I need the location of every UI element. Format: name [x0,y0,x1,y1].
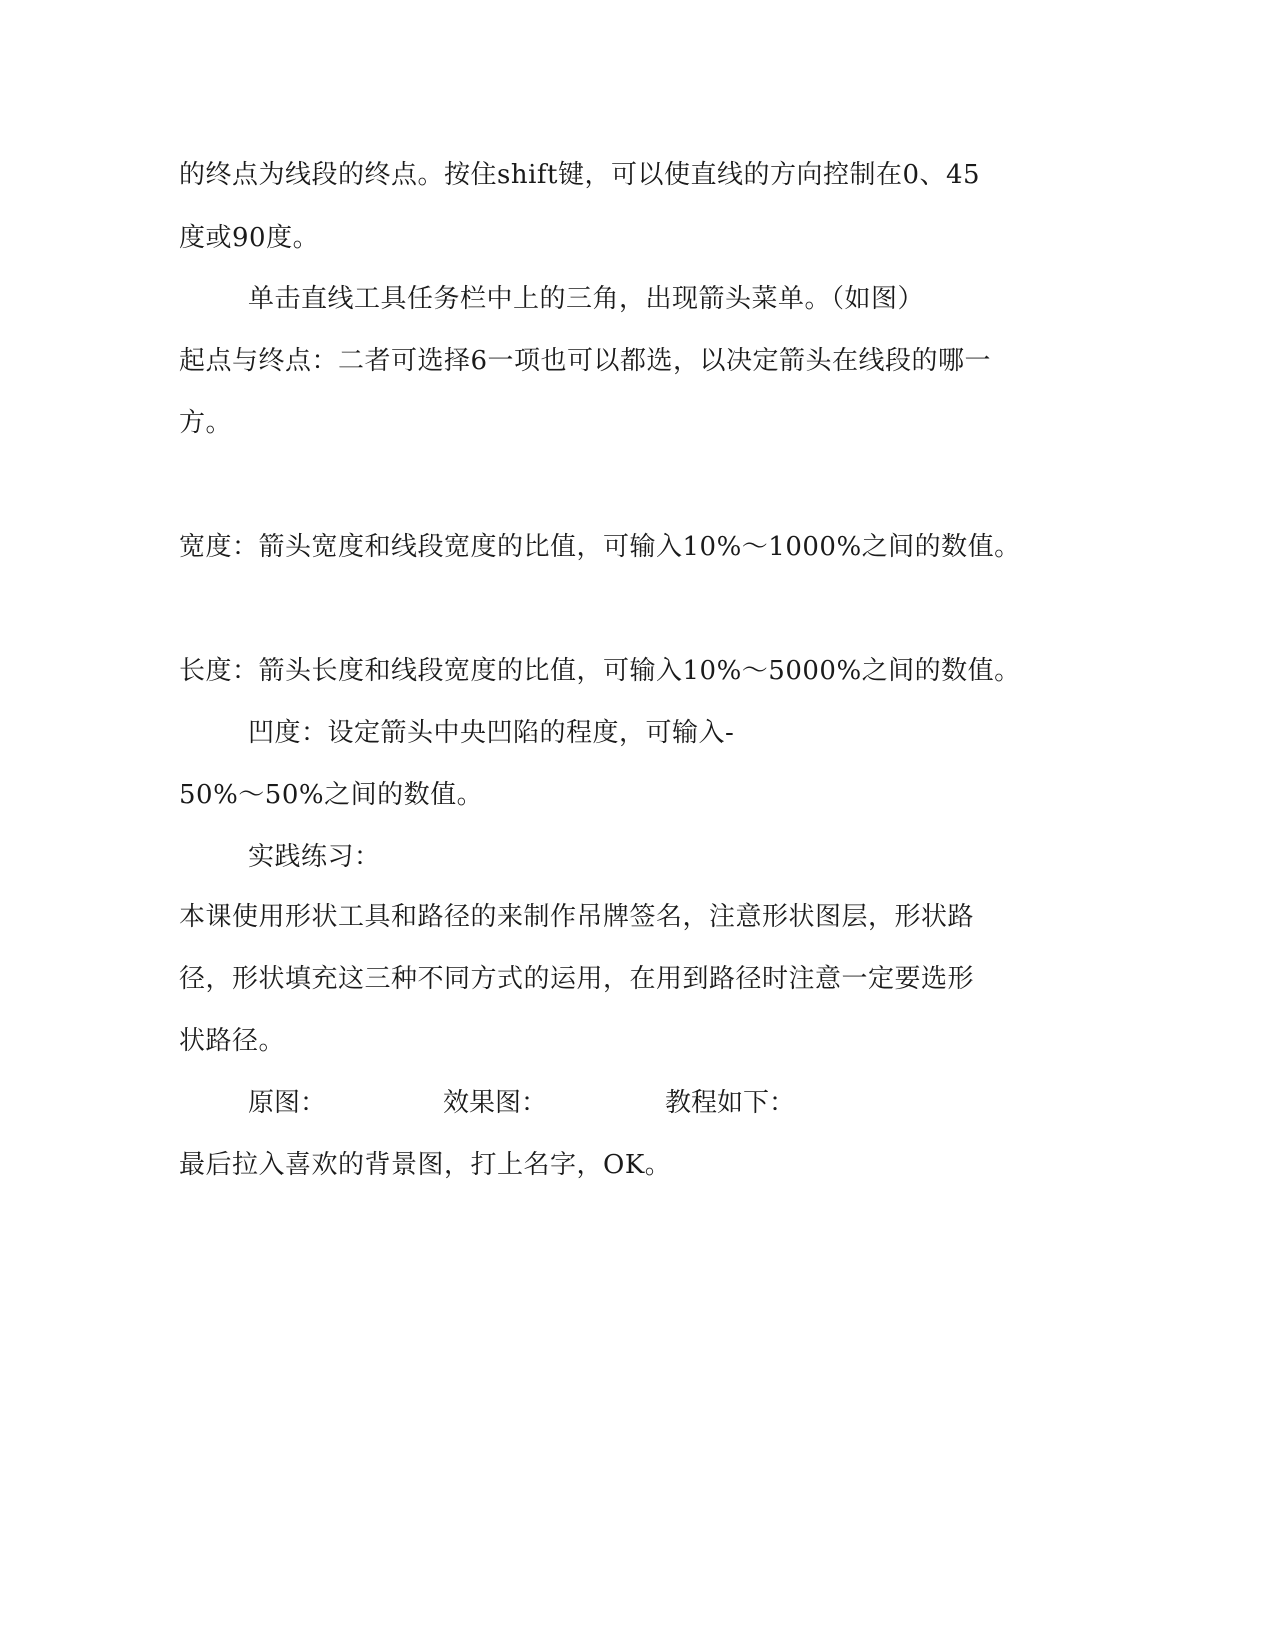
paragraph-line-7: 长度：箭头长度和线段宽度的比值，可输入10%～5000%之间的数值。 [179,656,1021,686]
paragraph-line-11: 本课使用形状工具和路径的来制作吊牌签名，注意形状图层，形状路 [179,902,975,932]
paragraph-line-5: 方。 [179,408,233,438]
paragraph-line-3: 单击直线工具任务栏中上的三角，出现箭头菜单。（如图） [248,284,925,314]
paragraph-line-4: 起点与终点：二者可选择6一项也可以都选，以决定箭头在线段的哪一 [179,346,992,376]
paragraph-line-13: 状路径。 [179,1026,286,1056]
paragraph-line-2: 度或90度。 [179,223,320,253]
paragraph-line-1: 的终点为线段的终点。按住shift键，可以使直线的方向控制在0、45 [179,160,981,190]
paragraph-line-12: 径，形状填充这三种不同方式的运用，在用到路径时注意一定要选形 [179,964,975,994]
paragraph-line-9: 50%～50%之间的数值。 [179,780,484,810]
figure-label-effect: 效果图： [443,1088,548,1118]
figure-label-tutorial: 教程如下： [665,1088,796,1118]
paragraph-line-6: 宽度：箭头宽度和线段宽度的比值，可输入10%～1000%之间的数值。 [179,532,1021,562]
figure-label-original: 原图： [248,1088,327,1118]
paragraph-line-10: 实践练习： [248,842,381,872]
paragraph-line-14: 最后拉入喜欢的背景图，打上名字，OK。 [179,1150,672,1180]
paragraph-line-8: 凹度：设定箭头中央凹陷的程度，可输入- [248,718,735,748]
